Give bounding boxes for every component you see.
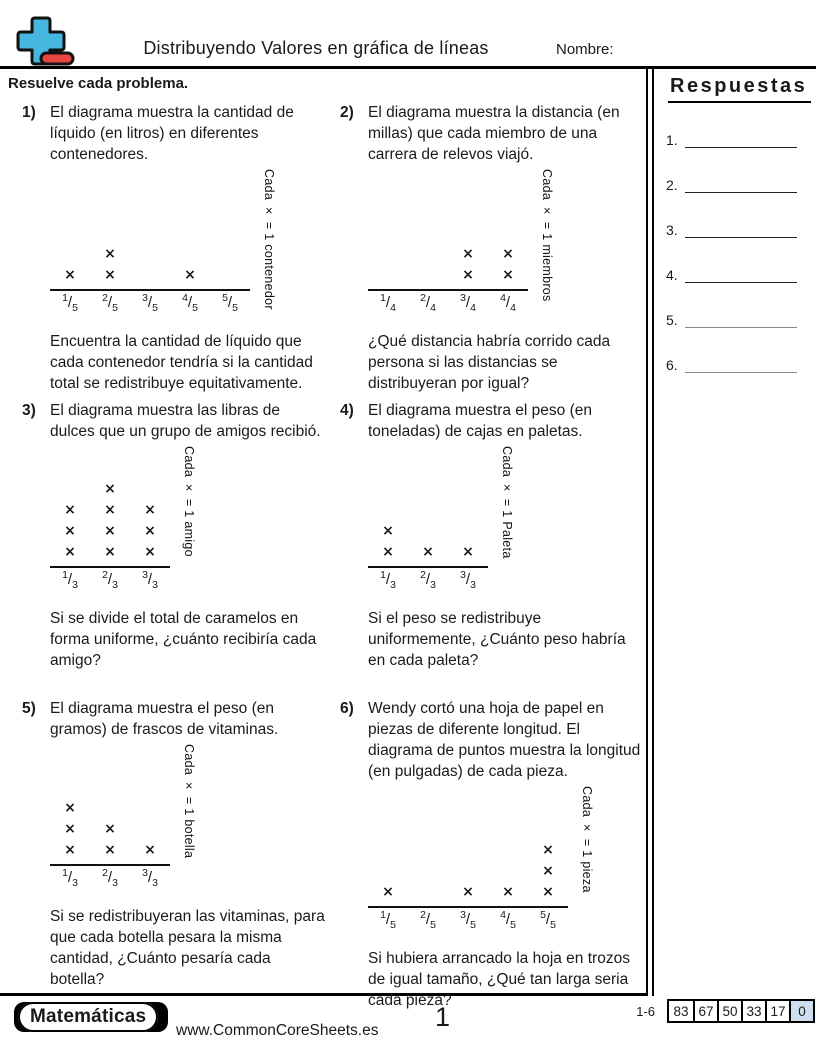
fraction-numerator: 2 — [420, 909, 426, 921]
score-range-label: 1-6 — [636, 1003, 655, 1019]
mark-column — [90, 819, 130, 864]
mark-column — [448, 244, 488, 289]
tick-label — [408, 569, 448, 591]
plot-unit-label: Cada × = 1 miembros — [540, 169, 554, 302]
fraction-slash: / — [67, 294, 73, 311]
fraction-numerator: 1 — [380, 292, 386, 304]
tick-label — [488, 909, 528, 931]
tick-label — [130, 292, 170, 314]
x-mark: × — [542, 884, 554, 900]
score-scale — [636, 999, 815, 1023]
mark-column — [488, 244, 528, 289]
answer-number: 1. — [666, 132, 678, 148]
fraction-denominator: 5 — [510, 919, 516, 931]
mark-column — [528, 840, 568, 906]
answer-number: 2. — [666, 177, 678, 193]
mark-column — [50, 798, 90, 864]
answer-blank[interactable] — [685, 222, 797, 238]
fraction-slash: / — [147, 869, 153, 886]
problem-number: 6) — [340, 700, 354, 717]
fraction-denominator: 3 — [152, 579, 158, 591]
fraction-numerator: 3 — [460, 909, 466, 921]
line-plot — [50, 446, 326, 591]
answer-blank[interactable] — [685, 312, 797, 328]
marks-row — [368, 840, 568, 906]
fraction-numerator: 2 — [420, 569, 426, 581]
fraction-denominator: 3 — [152, 877, 158, 889]
mark-column — [90, 479, 130, 566]
tick-label — [90, 292, 130, 314]
problem-question: Si hubiera arrancado la hoja en trozos de igual tamaño, ¿Qué tan larga seria cada pieza? — [368, 950, 630, 1009]
problem-number: 5) — [22, 700, 36, 717]
answer-number: 4. — [666, 267, 678, 283]
fraction-denominator: 4 — [390, 302, 396, 314]
x-mark: × — [184, 267, 196, 283]
problems-grid — [8, 102, 646, 1011]
axis-line — [368, 289, 528, 291]
fraction-numerator: 1 — [62, 292, 68, 304]
marks-row — [368, 244, 528, 289]
fraction-denominator: 5 — [550, 919, 556, 931]
x-mark: × — [144, 502, 156, 518]
header — [0, 0, 816, 66]
footer — [0, 996, 816, 1056]
problem-2 — [326, 102, 644, 400]
mark-column — [170, 265, 210, 289]
x-mark: × — [64, 544, 76, 560]
fraction-slash: / — [227, 294, 233, 311]
answer-number: 5. — [666, 312, 678, 328]
line-plot — [368, 786, 644, 931]
site-url: www.CommonCoreSheets.es — [176, 1022, 379, 1039]
tick-label — [90, 569, 130, 591]
problem-text: El diagrama muestra la distancia (en millas) que cada miembro de una carrera de relevos viajó. — [368, 104, 620, 163]
problem-text: El diagrama muestra la cantidad de líquido (en litros) en diferentes contenedores. — [50, 104, 294, 163]
answer-blank[interactable] — [685, 357, 797, 373]
problem-5 — [8, 698, 326, 1011]
page-title: Distribuyendo Valores en gráfica de líneas — [143, 38, 489, 58]
tick-labels-row — [50, 569, 170, 591]
mark-column — [50, 500, 90, 566]
brand-badge — [14, 1002, 168, 1032]
problem-body — [368, 102, 644, 400]
x-mark: × — [64, 267, 76, 283]
problem-question: Encuentra la cantidad de líquido que cada contenedor tendría si la cantidad total se redistribuye equitativamente. — [50, 333, 313, 392]
fraction-denominator: 3 — [72, 877, 78, 889]
tick-label — [368, 569, 408, 591]
tick-label — [448, 292, 488, 314]
score-cell: 83 — [669, 1001, 693, 1021]
mark-column — [408, 542, 448, 566]
x-mark: × — [382, 523, 394, 539]
fraction-slash: / — [465, 294, 471, 311]
x-mark: × — [104, 481, 116, 497]
tick-label — [448, 909, 488, 931]
x-mark: × — [144, 544, 156, 560]
problem-question: Si se divide el total de caramelos en forma uniforme, ¿cuánto recibiría cada amigo? — [50, 610, 317, 669]
fraction-denominator: 4 — [470, 302, 476, 314]
score-cell: 67 — [693, 1001, 717, 1021]
fraction-denominator: 5 — [470, 919, 476, 931]
fraction-numerator: 1 — [62, 569, 68, 581]
problem-body — [368, 698, 644, 1011]
answers-column — [654, 69, 816, 996]
x-mark: × — [144, 842, 156, 858]
answer-row-2 — [666, 175, 811, 193]
fraction-denominator: 3 — [72, 579, 78, 591]
tick-labels-row — [368, 292, 528, 314]
x-mark: × — [542, 842, 554, 858]
axis-line — [50, 289, 250, 291]
marks-row — [50, 244, 250, 289]
x-mark: × — [462, 246, 474, 262]
problem-body — [50, 400, 326, 698]
fraction-slash: / — [147, 294, 153, 311]
tick-label — [448, 569, 488, 591]
tick-labels-row — [50, 292, 250, 314]
answers-divider — [646, 69, 654, 996]
x-mark: × — [462, 544, 474, 560]
problem-text: El diagrama muestra las libras de dulces que un grupo de amigos recibió. — [50, 402, 321, 440]
problem-text: El diagrama muestra el peso (en gramos) de frascos de vitaminas. — [50, 700, 279, 738]
line-plot — [368, 446, 644, 591]
fraction-slash: / — [465, 571, 471, 588]
name-label: Nombre: — [556, 41, 614, 58]
fraction-denominator: 4 — [510, 302, 516, 314]
problem-1 — [8, 102, 326, 400]
fraction-numerator: 2 — [102, 867, 108, 879]
fraction-slash: / — [465, 911, 471, 928]
score-cell: 50 — [717, 1001, 741, 1021]
fraction-slash: / — [107, 294, 113, 311]
x-mark: × — [64, 523, 76, 539]
marks-row — [50, 479, 170, 566]
mark-column — [368, 882, 408, 906]
fraction-numerator: 5 — [540, 909, 546, 921]
x-mark: × — [104, 523, 116, 539]
x-mark: × — [64, 800, 76, 816]
line-plot — [50, 744, 326, 889]
plot-grid — [50, 244, 250, 314]
problem-text: Wendy cortó una hoja de papel en piezas de diferente longitud. El diagrama de puntos muestra la longitud (en pulgadas) de cada pieza. — [368, 700, 641, 780]
answer-row-4 — [666, 265, 811, 283]
fraction-slash: / — [107, 869, 113, 886]
fraction-slash: / — [67, 869, 73, 886]
axis-line — [368, 906, 568, 908]
fraction-denominator: 4 — [430, 302, 436, 314]
fraction-numerator: 5 — [222, 292, 228, 304]
x-mark: × — [104, 544, 116, 560]
x-mark: × — [462, 267, 474, 283]
fraction-denominator: 3 — [430, 579, 436, 591]
x-mark: × — [502, 267, 514, 283]
axis-line — [50, 864, 170, 866]
plot-grid — [368, 244, 528, 314]
tick-label — [50, 569, 90, 591]
score-cell: 0 — [789, 1001, 813, 1021]
x-mark: × — [502, 246, 514, 262]
brand-label: Matemáticas — [18, 1002, 158, 1032]
tick-label — [50, 867, 90, 889]
fraction-numerator: 1 — [380, 909, 386, 921]
fraction-denominator: 5 — [112, 302, 118, 314]
mark-column — [488, 882, 528, 906]
tick-label — [528, 909, 568, 931]
axis-line — [50, 566, 170, 568]
problem-number: 1) — [22, 104, 36, 121]
fraction-slash: / — [385, 294, 391, 311]
x-mark: × — [144, 523, 156, 539]
score-cells — [667, 999, 815, 1023]
problem-question: Si se redistribuyeran las vitaminas, para que cada botella pesara la misma cantidad, ¿Cuánto pesaría cada botella? — [50, 908, 325, 988]
fraction-slash: / — [505, 294, 511, 311]
fraction-denominator: 5 — [72, 302, 78, 314]
x-mark: × — [104, 267, 116, 283]
fraction-denominator: 5 — [232, 302, 238, 314]
x-mark: × — [422, 544, 434, 560]
tick-labels-row — [50, 867, 170, 889]
answers-title: Respuestas — [668, 75, 811, 103]
answer-blank[interactable] — [685, 267, 797, 283]
fraction-denominator: 5 — [152, 302, 158, 314]
answer-row-6 — [666, 355, 811, 373]
x-mark: × — [382, 544, 394, 560]
fraction-denominator: 3 — [112, 877, 118, 889]
problem-question: Si el peso se redistribuye uniformemente, ¿Cuánto peso habría en cada paleta? — [368, 610, 626, 669]
answer-number: 6. — [666, 357, 678, 373]
x-mark: × — [64, 821, 76, 837]
fraction-slash: / — [425, 571, 431, 588]
answer-row-5 — [666, 310, 811, 328]
problem-number: 4) — [340, 402, 354, 419]
answers-list — [666, 130, 811, 373]
logo-minus-shape — [41, 53, 73, 64]
fraction-numerator: 4 — [182, 292, 188, 304]
tick-label — [210, 292, 250, 314]
fraction-numerator: 2 — [420, 292, 426, 304]
fraction-slash: / — [107, 571, 113, 588]
plot-unit-label: Cada × = 1 amigo — [182, 446, 196, 557]
answer-number: 3. — [666, 222, 678, 238]
plot-grid — [50, 479, 170, 591]
fraction-slash: / — [147, 571, 153, 588]
line-plot — [368, 169, 644, 314]
mark-column — [130, 840, 170, 864]
fraction-denominator: 5 — [430, 919, 436, 931]
x-mark: × — [104, 246, 116, 262]
answer-blank[interactable] — [685, 177, 797, 193]
fraction-denominator: 5 — [192, 302, 198, 314]
instructions: Resuelve cada problema. — [8, 75, 189, 92]
plot-unit-label: Cada × = 1 contenedor — [262, 169, 276, 310]
problem-4 — [326, 400, 644, 698]
tick-label — [408, 909, 448, 931]
x-mark: × — [64, 842, 76, 858]
answer-row-3 — [666, 220, 811, 238]
fraction-numerator: 3 — [142, 569, 148, 581]
problem-number: 3) — [22, 402, 36, 419]
tick-label — [368, 292, 408, 314]
marks-row — [50, 798, 170, 864]
x-mark: × — [104, 502, 116, 518]
fraction-numerator: 4 — [500, 909, 506, 921]
fraction-numerator: 1 — [380, 569, 386, 581]
x-mark: × — [104, 842, 116, 858]
problem-number: 2) — [340, 104, 354, 121]
answer-blank[interactable] — [685, 132, 797, 148]
problem-6 — [326, 698, 644, 1011]
tick-label — [170, 292, 210, 314]
fraction-slash: / — [385, 571, 391, 588]
page-number: 1 — [435, 1002, 451, 1032]
plot-grid — [368, 840, 568, 931]
fraction-numerator: 2 — [102, 292, 108, 304]
problems-area — [0, 69, 646, 1009]
tick-label — [130, 569, 170, 591]
problem-3 — [8, 400, 326, 698]
tick-label — [408, 292, 448, 314]
fraction-denominator: 3 — [390, 579, 396, 591]
fraction-numerator: 3 — [142, 292, 148, 304]
fraction-denominator: 5 — [390, 919, 396, 931]
fraction-numerator: 3 — [142, 867, 148, 879]
fraction-numerator: 4 — [500, 292, 506, 304]
fraction-denominator: 3 — [112, 579, 118, 591]
fraction-slash: / — [545, 911, 551, 928]
tick-label — [368, 909, 408, 931]
line-plot — [50, 169, 326, 314]
x-mark: × — [104, 821, 116, 837]
tick-labels-row — [368, 909, 568, 931]
x-mark: × — [502, 884, 514, 900]
axis-line — [368, 566, 488, 568]
fraction-numerator: 2 — [102, 569, 108, 581]
mark-column — [90, 244, 130, 289]
fraction-numerator: 3 — [460, 292, 466, 304]
tick-labels-row — [368, 569, 488, 591]
x-mark: × — [542, 863, 554, 879]
problem-body — [368, 400, 644, 698]
score-cell: 33 — [741, 1001, 765, 1021]
content — [0, 69, 816, 1009]
plot-unit-label: Cada × = 1 Paleta — [500, 446, 514, 559]
fraction-slash: / — [67, 571, 73, 588]
problem-question: ¿Qué distancia habría corrido cada persona si las distancias se distribuyeran por igual? — [368, 333, 611, 392]
answer-row-1 — [666, 130, 811, 148]
problem-body — [50, 102, 326, 400]
mark-column — [368, 521, 408, 566]
x-mark: × — [462, 884, 474, 900]
tick-label — [50, 292, 90, 314]
plus-minus-logo-icon — [14, 15, 76, 67]
tick-label — [488, 292, 528, 314]
problem-text: El diagrama muestra el peso (en toneladas) de cajas en paletas. — [368, 402, 593, 440]
fraction-slash: / — [385, 911, 391, 928]
tick-label — [90, 867, 130, 889]
fraction-numerator: 1 — [62, 867, 68, 879]
fraction-slash: / — [425, 911, 431, 928]
marks-row — [368, 521, 488, 566]
fraction-numerator: 3 — [460, 569, 466, 581]
fraction-slash: / — [425, 294, 431, 311]
fraction-denominator: 3 — [470, 579, 476, 591]
tick-label — [130, 867, 170, 889]
mark-column — [50, 265, 90, 289]
mark-column — [448, 542, 488, 566]
plot-unit-label: Cada × = 1 botella — [182, 744, 196, 859]
mark-column — [130, 500, 170, 566]
problem-body — [50, 698, 326, 1011]
plot-unit-label: Cada × = 1 pieza — [580, 786, 594, 893]
x-mark: × — [382, 884, 394, 900]
plot-grid — [50, 798, 170, 889]
fraction-slash: / — [187, 294, 193, 311]
mark-column — [448, 882, 488, 906]
x-mark: × — [64, 502, 76, 518]
score-cell: 17 — [765, 1001, 789, 1021]
fraction-slash: / — [505, 911, 511, 928]
plot-grid — [368, 521, 488, 591]
